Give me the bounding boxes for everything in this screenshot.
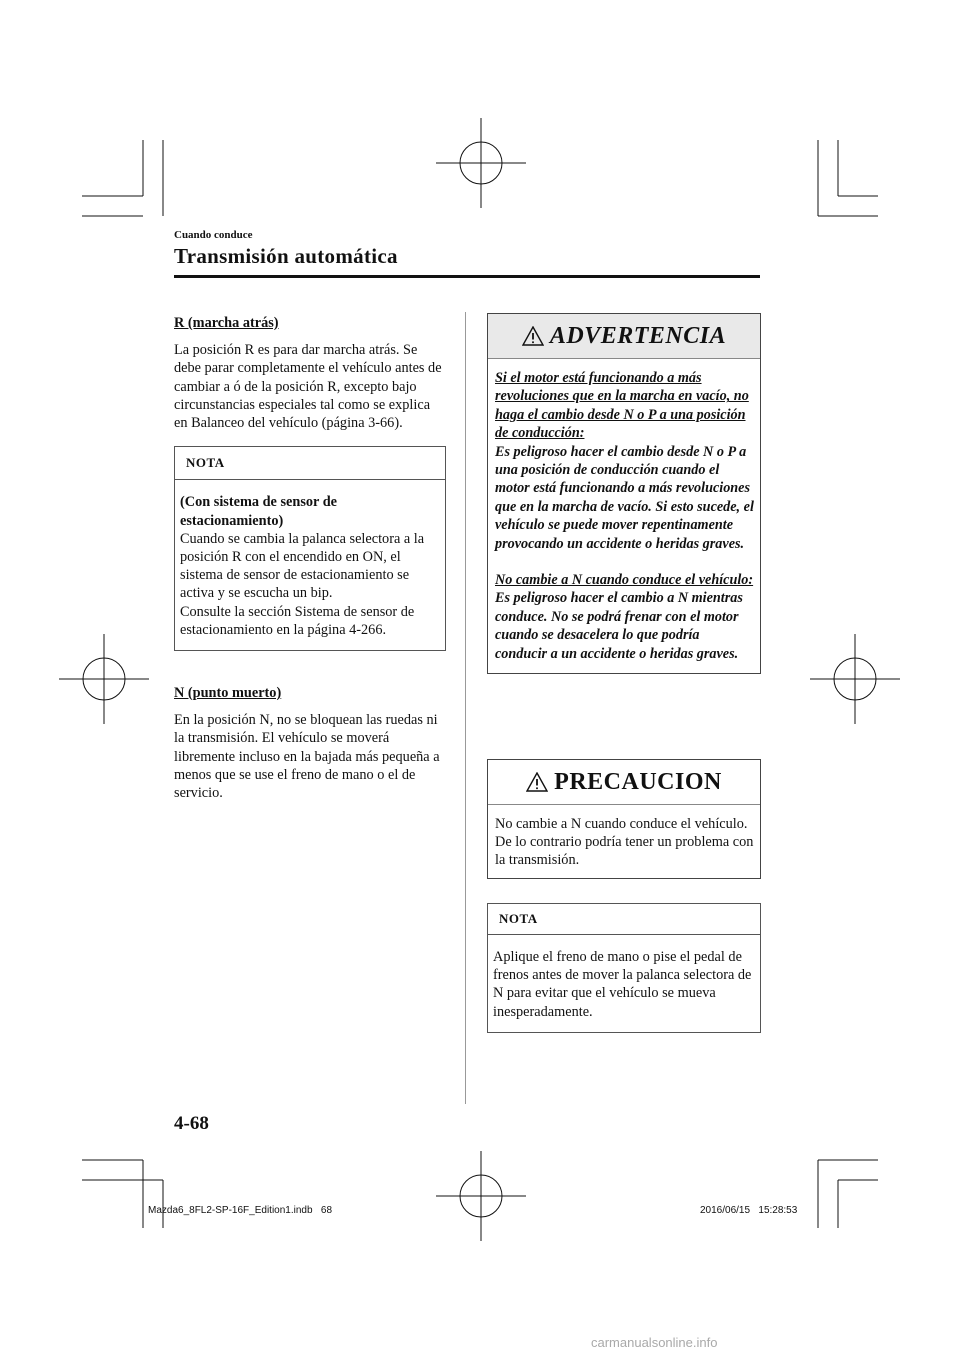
warning-header xyxy=(488,314,760,359)
column-divider xyxy=(465,312,466,1104)
r-heading: R (marcha atrás) xyxy=(174,315,279,331)
page-number: 4-68 xyxy=(174,1113,209,1134)
nota-box-2 xyxy=(487,903,761,1033)
watermark: carmanualsonline.info xyxy=(591,1335,718,1350)
r-paragraph: La posición R es para dar marcha atrás. Se debe parar completamente el vehículo antes de cambiar a ó de la posición R, excepto bajo circunstancias especiales tal como se explica en Balanceo del vehículo (página 3-66). xyxy=(174,342,442,432)
warning-title: ADVERTENCIA xyxy=(549,322,727,349)
registration-mark-icon xyxy=(436,1151,526,1241)
registration-mark-icon xyxy=(59,634,149,724)
warning-triangle-icon xyxy=(526,772,548,792)
caution-header xyxy=(488,760,760,805)
nota-box xyxy=(174,446,446,651)
warning-head-2: No cambie a N cuando conduce el vehículo: xyxy=(495,572,754,589)
caution-box xyxy=(487,759,761,879)
warning-text-1: Es peligroso hacer el cambio desde N o P a una posición de conducción cuando el motor está funcionando a más revoluciones que en la marcha de vacío. Si esto sucede, el vehículo se puede mover repentinamente provocando un accidente o heridas graves. xyxy=(495,443,754,552)
crop-mark-icon xyxy=(818,1160,878,1228)
nota-label-2: NOTA xyxy=(488,904,760,935)
header-rule xyxy=(174,275,760,278)
warning-body xyxy=(488,359,760,673)
nota-bold: (Con sistema de sensor de estacionamiento) xyxy=(180,494,338,529)
crop-mark-icon xyxy=(82,140,163,216)
caution-title: PRECAUCION xyxy=(554,768,722,795)
nota-text-3: Aplique el freno de mano o pise el pedal de frenos antes de mover la palanca selectora de N para evitar que el vehículo se mueva inesperadamente. xyxy=(493,949,752,1020)
warning-triangle-icon xyxy=(522,326,544,346)
n-heading: N (punto muerto) xyxy=(174,685,282,702)
nota-body xyxy=(175,480,445,650)
nota-text-2: Consulte la sección Sistema de sensor de estacionamiento en la página 4-266. xyxy=(180,603,415,638)
crop-mark-icon xyxy=(818,140,878,216)
warning-text-2: Es peligroso hacer el cambio a N mientras conduce. No se podrá frenar con el motor cuando se desacelera lo que podría conducir a un accidente o heridas graves. xyxy=(495,590,743,662)
registration-mark-icon xyxy=(436,118,526,208)
section-label: Cuando conduce xyxy=(174,229,253,241)
registration-mark-icon xyxy=(810,634,900,724)
page-title: Transmisión automática xyxy=(174,244,398,268)
crop-mark-icon xyxy=(82,1160,163,1228)
nota-text: Cuando se cambia la palanca selectora a la posición R con el encendido en ON, el sistema de sensor de estacionamiento se activa y se escucha un bip. xyxy=(180,530,425,602)
caution-text: No cambie a N cuando conduce el vehículo. De lo contrario podría tener un problema con la transmisión. xyxy=(495,816,754,869)
footer-date-info: 2016/06/15 15:28:53 xyxy=(700,1205,798,1216)
nota-label: NOTA xyxy=(175,447,445,480)
n-paragraph: En la posición N, no se bloquean las ruedas ni la transmisión. El vehículo se moverá libremente incluso en la bajada más pequeña a menos que se use el freno de mano o el de servicio. xyxy=(174,712,440,802)
left-column xyxy=(174,314,446,802)
footer-file-info: Mazda6_8FL2-SP-16F_Edition1.indb 68 xyxy=(148,1205,333,1216)
warning-head-1: Si el motor está funcionando a más revoluciones que en la marcha en vacío, no haga el cambio desde N o P a una posición de conducción: xyxy=(495,370,749,442)
warning-box xyxy=(487,313,761,674)
